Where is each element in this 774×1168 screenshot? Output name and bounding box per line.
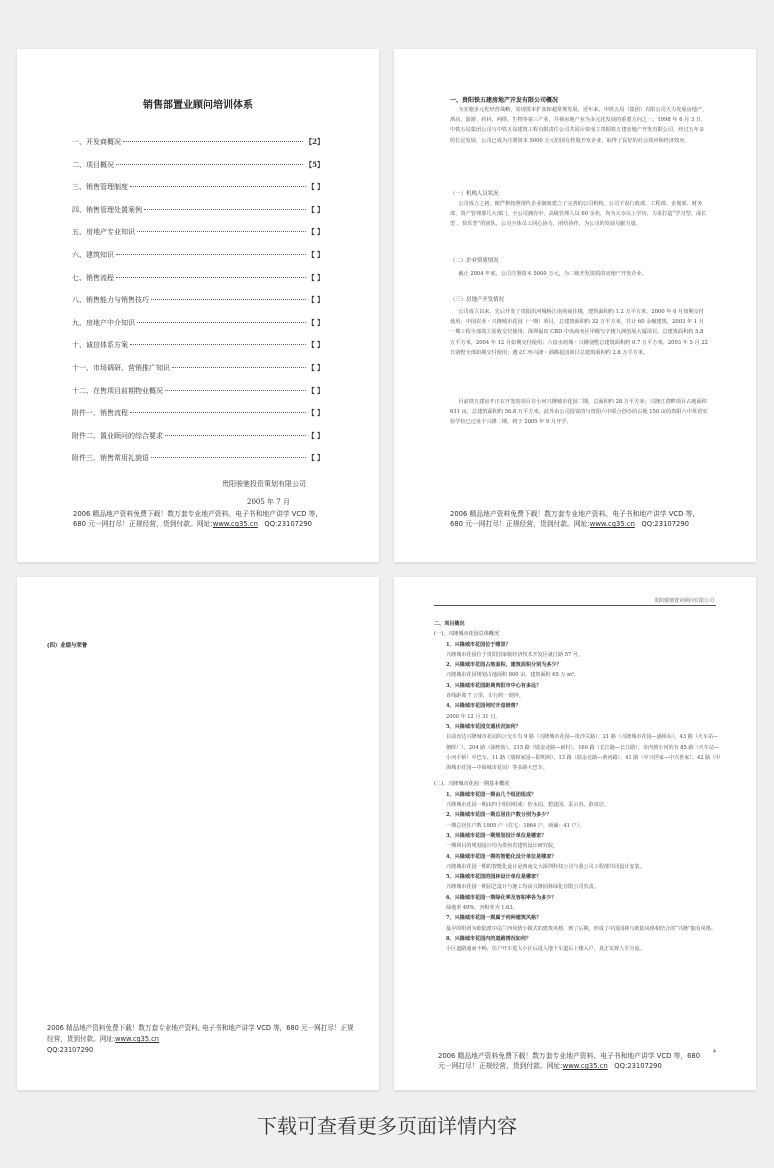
toc-item[interactable] (72, 205, 324, 228)
toc-item-page: 【 】 (307, 295, 324, 305)
answer: 目前直达兴隆城市花园的公交车有 9 路（兴隆城市花园—贵沙关路）、21 路（兴隆城市花园—盛桥东）、43 路（火车站—朝晖厂）、204 路（油榨街）、215 路（瑞金北路—新村）、160 路（长江路—长江路）、市内到小河的有 85 路（火车站—小河平桥）中巴车、11 路（瑞和家园—阳明祠）、13 路（瑞金北路—黄河路）、41 路（中兴世家—中兴世家）、42 路（中海城市花园—中海城市花园）等多路大巴车。 (446, 734, 721, 772)
footer-url-link[interactable]: www.cg35.cn (115, 1035, 159, 1043)
toc-item-label: 十、诚信体系方案 (72, 341, 128, 350)
toc-leader-dots (130, 412, 306, 413)
toc-item-page: 【 】 (307, 249, 324, 259)
question: 2、兴隆城市花园占地面积、建筑面积分别为多少？ (446, 662, 562, 669)
toc-leader-dots (116, 254, 306, 255)
toc-leader-dots (165, 435, 306, 436)
page-number: 4 (712, 1049, 716, 1055)
question: 4、兴隆城市花园一期的智能化设计单位是哪家？ (446, 853, 557, 860)
toc-item-label: 一、开发商概况 (72, 138, 121, 146)
question: 2、兴隆城市花园一期总居住户数分别为多少？ (446, 812, 552, 819)
toc-item[interactable] (72, 160, 324, 183)
toc-item-label: 五、房地产专业知识 (72, 228, 135, 237)
document-page-2 (394, 49, 756, 562)
toc-item-page: 【 】 (307, 362, 324, 372)
document-page-1 (17, 49, 379, 562)
toc-item[interactable] (72, 453, 324, 476)
footer-qq: QQ:23107290 (264, 520, 312, 528)
answer: 直线距离 7 公里，车行约一刻钟。 (446, 693, 524, 700)
footer-url-link[interactable]: www.cg35.cn (212, 520, 258, 528)
page-title: 销售部置业顾问培训体系 (143, 100, 253, 111)
toc-item-page: 【 】 (307, 453, 324, 463)
footer-text: 2006 精品地产资料免费下载！数万套专业地产资料, 电子书和地产讲学 VCD 等，680 元一网打尽！正规经营，货到付款。网址: (47, 1024, 354, 1043)
table-of-contents (72, 137, 324, 476)
header-company: 贵阳骏驰置业顾问有限公司 (653, 598, 714, 604)
toc-item[interactable] (72, 318, 324, 341)
page-footer (73, 509, 338, 529)
answer: 一期项目的规划设计均为贵州省建筑设计研究院。 (446, 843, 559, 850)
toc-leader-dots (137, 231, 306, 232)
toc-item-page: 【 】 (307, 385, 324, 395)
footer-line-1: 2006 精品地产资料免费下载！数万套专业地产资料、电子书和地产讲学 VCD 等，680 (438, 1052, 701, 1060)
toc-leader-dots (123, 141, 303, 142)
toc-leader-dots (165, 390, 306, 391)
toc-item[interactable] (72, 227, 324, 250)
download-caption: 下载可查看更多页面详情内容 (257, 1114, 517, 1138)
subsection-title: (二)、兴隆城市花园一期基本概况 (434, 781, 510, 788)
toc-item[interactable] (72, 182, 324, 205)
page-footer (47, 1023, 357, 1056)
subheading-development: （三）房地产开发情况 (450, 297, 504, 303)
footer-qq: QQ:23107290 (614, 1062, 662, 1070)
toc-item-label: 十一、市场调研、营销推广知识 (72, 363, 170, 372)
toc-item-page: 【 】 (307, 340, 324, 350)
page-footer (450, 509, 715, 529)
question: 7、兴隆城市花园一期属于何种建筑风格？ (446, 915, 542, 922)
header-rule (434, 605, 716, 606)
section-title: 一、贵阳铁五建房地产开发有限公司概况 (450, 97, 559, 104)
toc-item[interactable] (72, 273, 324, 296)
toc-item-label: 七、销售流程 (72, 273, 114, 282)
toc-item-label: 附件一、销售流程 (72, 409, 128, 418)
toc-leader-dots (130, 186, 306, 187)
question: 8、兴隆城市花园内的道路情况如何？ (446, 935, 532, 942)
toc-item[interactable] (72, 386, 324, 409)
footer-url-link[interactable]: www.cg35.cn (562, 1062, 608, 1070)
toc-item-page: 【 】 (307, 204, 324, 214)
question: 3、兴隆城市花园一期规划设计单位是哪家？ (446, 832, 547, 839)
subsection-title: (一)、兴隆城市花园总体概况 (434, 631, 500, 638)
question: 5、兴隆城市花园的园林设计单位是哪家？ (446, 874, 542, 881)
answer: 兴隆城市花园一期园艺设计与施工均由兴隆园林绿化有限公司负责。 (446, 884, 599, 891)
qa-list-1 (434, 640, 722, 774)
answer: 一期总居住户数 1905 户（住宅：1864 户，商铺：41 户）。 (446, 822, 585, 829)
question: 6、兴隆城市花园一期绿化率及容积率各为多少？ (446, 894, 557, 901)
document-page-4 (394, 577, 756, 1090)
answer: 兴隆城市花园一期的智能化设计是西南交大深圳科技公司与我公司工程部共同设计安装。 (446, 863, 645, 870)
development-paragraph: 公司成立以来，先后开发了贵阳沿河城桥江南苑商住楼，建筑面积约 1.2 万平方米，2000 年 6 月如期交付使用；中国农业・兴隆城市花园（一期）项目，总建筑面积约 32 万平方米，共计 60 余幢建筑，2003 年 1 月一期工程全部竣工验收交付使用；深圳福田 CBD 中央商务区甲级写字楼九洲创展大厦项目，总建筑面积约 5.8 万平方米，2004 年 12 月如期交付使用；六盘水荷城・兴隆别墅总建筑面积约 0.7 万平方米，2003 年 5 月 22 日别墅全部如期交付使用；遵义仁怀兴隆・酒都花园项目总建筑面积约 2.8 万平方米。 (450, 309, 708, 356)
toc-leader-dots (130, 344, 306, 345)
answer: 兴隆城市花园规划占地面积 800 亩，建筑面积 65 万 m²。 (446, 672, 580, 679)
document-page-3 (17, 577, 379, 1090)
question: 1、兴隆城市花园位于哪里？ (446, 641, 511, 648)
toc-item-page: 【 】 (307, 272, 324, 282)
footer-line-2: 680 元一网打尽！正规经营，货到付款。网址: (450, 520, 590, 528)
answer: 小区道路通而不畅，住户开车进入小区后进入地下车道后上楼入户，真正实现人车分流。 (446, 946, 645, 953)
document-date: 2005 年 7 月 (247, 498, 290, 506)
toc-item-label: 四、销售管理处置案例 (72, 205, 142, 214)
subheading-qualification: （二）企业资质情况 (450, 258, 499, 264)
toc-item-label: 九、房地产中介知识 (72, 318, 135, 327)
company-name: 贵阳骏驰投资策划有限公司 (222, 480, 306, 488)
qa-list-2 (434, 790, 722, 955)
toc-leader-dots (137, 322, 306, 323)
toc-item[interactable] (72, 363, 324, 386)
footer-qq: QQ:23107290 (641, 520, 689, 528)
toc-item[interactable] (72, 408, 324, 431)
answer: 绿地率 49%，容积率为 1.63。 (446, 905, 518, 912)
question: 4、兴隆城市花园何时开盘销售？ (446, 703, 521, 710)
current-projects-paragraph: 目前铁五建房开正在开发的项目有小河兴隆城市花园二期，总面积约 28 万平方米；兴隆江湾畔项目占地面积 631 亩，总建筑面积约 56.8 万平方米，此外由公司投资的与贵阳六中联合创办的占地 150 亩的贵阳六中英语实验学校已迁址于兴隆二期，将于 2005 年 9 月开学。 (450, 399, 708, 426)
toc-item-page: 【 】 (307, 227, 324, 237)
toc-leader-dots (151, 457, 306, 458)
answer: 兴隆城市花园一期由四个组团组成：怡水园、碧波园、采云谷、聆泉居。 (446, 802, 610, 809)
toc-item[interactable] (72, 250, 324, 273)
question: 5、兴隆城市花园交通状况如何？ (446, 723, 521, 730)
toc-item-label: 附件三、销售常用礼貌语 (72, 454, 149, 463)
toc-item-page: 【 】 (307, 182, 324, 192)
toc-leader-dots (116, 164, 303, 165)
question: 1、兴隆城市花园一期由几个组团组成？ (446, 791, 537, 798)
section-heading: (四）业绩与荣誉 (47, 643, 88, 649)
question: 3、兴隆城市花园距离贵阳市中心有多远？ (446, 682, 542, 689)
section-title: 二、项目概况 (434, 621, 465, 627)
toc-item-label: 附件二、置业顾问的综合要求 (72, 431, 163, 440)
toc-leader-dots (172, 367, 306, 368)
page-footer (438, 1051, 718, 1071)
toc-item-label: 八、销售能力与销售技巧 (72, 296, 149, 305)
project-overview-body (434, 619, 722, 955)
footer-url-link[interactable]: www.cg35.cn (589, 520, 635, 528)
toc-item-page: 【 】 (307, 408, 324, 418)
footer-qq: QQ:23107290 (47, 1046, 94, 1054)
subheading-organization: （一）机构人员状况 (450, 191, 499, 197)
toc-item-page: 【 】 (307, 430, 324, 440)
toc-item-page: 【 】 (307, 317, 324, 327)
toc-item[interactable] (72, 137, 324, 160)
footer-line-1: 2006 精品地产资料免费下载！数万套专业地产资料、电子书和地产讲学 VCD 等, (73, 510, 318, 518)
toc-item-label: 二、项目概况 (72, 160, 114, 169)
qualification-paragraph: 截止 2004 年底，公司注册资本 5000 万元，为二级开发资质的房地产开发企业。 (458, 271, 647, 277)
toc-item[interactable] (72, 295, 324, 318)
answer: 最早的组团为欧陆派中法兰西风情小镇式的建筑风格，到了后期，形成了中国园林与欧陆风格相结合的“兴隆”独有风格。 (446, 925, 717, 932)
intro-paragraph: 为实施多元化经营战略，实现资本扩张和超常规发展，近年来，中铁五局（集团）有限公司大力发展房地产、酒店、旅游、药材、网络、生物等第三产业，并视房地产业为多元化发展的重要方向之一。1998 年 6 月 3 日，中铁五局集团公司与中铁五局建筑工程有限责任公司共同斥资成立贵阳铁五建房地产开发有限公司，经过五年多的长足发展，公司已成为注册资本 5000 万元的国有控股开发企业，取得了良好的社会效应和经济效应。 (450, 107, 708, 144)
footer-line-2: 680 元一网打尽！正规经营，货到付款。网址: (73, 520, 213, 528)
toc-item-page: 【2】 (305, 137, 324, 146)
toc-item-page: 【5】 (305, 159, 324, 169)
footer-line-2: 元一网打尽！正规经营，货到付款。网址: (438, 1062, 563, 1070)
organization-paragraph: 公司成立之初，便严格按照现代企业制度建立了完善的公司机构。公司下设行政部、工程部、企划部、财务部、资产管理部几大部门，全公司拥有中、高级管理人员 60 余名，均为大专以上学历，力求打造“学习型、成长型 、快乐型”的团队，公司全体员工同心协力，团结协作，为公司的发展尽献力量。 (450, 201, 707, 228)
answer: 2000 年 12 月 31 日。 (446, 713, 501, 720)
toc-item-label: 三、销售管理制度 (72, 183, 128, 192)
toc-item[interactable] (72, 340, 324, 363)
answer: 兴隆城市花园位于贵阳国家级经济技术开发区就江路 57 号。 (446, 651, 584, 658)
toc-item[interactable] (72, 431, 324, 454)
toc-leader-dots (151, 299, 306, 300)
footer-line-1: 2006 精品地产资料免费下载！数万套专业地产资料、电子书和地产讲学 VCD 等, (450, 510, 695, 518)
toc-item-label: 十二、在售项目前期物业概况 (72, 386, 163, 395)
toc-leader-dots (144, 209, 306, 210)
toc-leader-dots (116, 277, 306, 278)
toc-item-label: 六、建筑知识 (72, 250, 114, 259)
